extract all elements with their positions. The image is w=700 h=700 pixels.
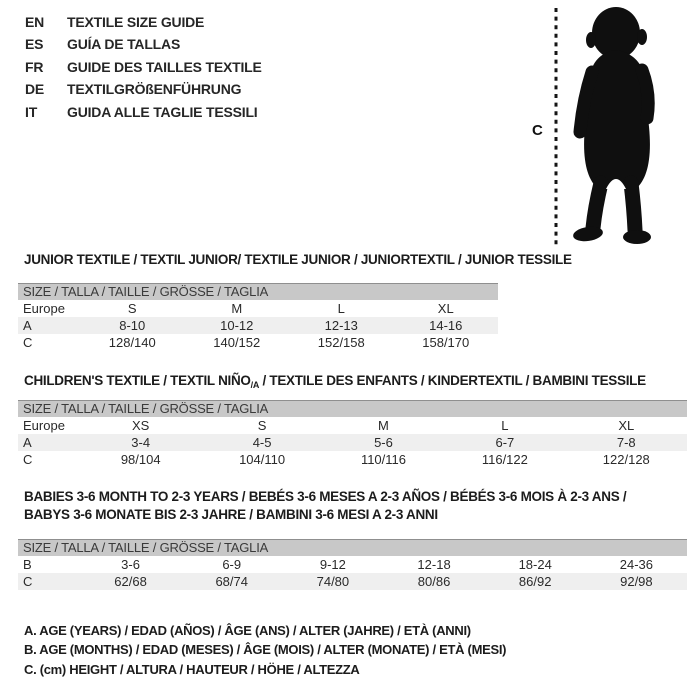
section-title-babies [24, 488, 626, 523]
table-row [18, 451, 687, 468]
size-header-bar: SIZE / TALLA / TAILLE / GRÖSSE / TAGLIA [18, 540, 687, 557]
size-cell: 6-7 [444, 434, 565, 451]
row-label: C [23, 452, 33, 467]
size-header-bar: SIZE / TALLA / TAILLE / GRÖSSE / TAGLIA [18, 284, 498, 301]
lang-row-it [25, 101, 262, 123]
section-title-children [24, 373, 646, 390]
size-cell: 14-16 [394, 317, 499, 334]
size-cell: 5-6 [323, 434, 444, 451]
size-cell: XL [618, 418, 635, 433]
row-label: C [23, 335, 33, 350]
lang-code: EN [25, 14, 45, 30]
size-cell: 152/158 [317, 335, 365, 350]
lang-title: GUIDA ALLE TAGLIE TESSILI [67, 103, 258, 120]
children-size-table [18, 400, 687, 468]
table-row [18, 334, 498, 351]
row-label: Europe [23, 301, 65, 316]
size-cell: 158/170 [422, 335, 470, 350]
size-cell: 98/104 [120, 452, 161, 467]
lang-row-es [25, 33, 262, 55]
row-label: Europe [23, 418, 65, 433]
size-cell: 128/140 [108, 335, 156, 350]
lang-title: GUIDE DES TAILLES TEXTILE [67, 58, 262, 75]
size-cell: 3-4 [80, 434, 201, 451]
size-cell: 12-18 [417, 557, 451, 572]
row-label: A [18, 434, 80, 451]
table-row [18, 556, 687, 573]
lang-code: FR [25, 58, 44, 75]
title-text: CHILDREN'S TEXTILE / TEXTIL NIÑO [24, 373, 251, 388]
size-header-bar: SIZE / TALLA / TAILLE / GRÖSSE / TAGLIA [18, 401, 687, 418]
title-line-2: BABYS 3-6 MONATE BIS 2-3 JAHRE / BAMBINI 3-6 MESI A 2-3 ANNI [24, 506, 438, 522]
size-cell: 9-12 [319, 557, 346, 572]
lang-row-de [25, 78, 262, 100]
size-cell: 10-12 [185, 317, 290, 334]
footnote-b: B. AGE (MONTHS) / EDAD (MESES) / ÂGE (MOIS) / ALTER (MONATE) / ETÀ (MESI) [24, 642, 507, 658]
size-cell: 62/68 [80, 573, 181, 590]
size-cell: XL [437, 301, 454, 316]
toddler-silhouette-icon [520, 4, 695, 252]
size-cell: 74/80 [282, 573, 383, 590]
row-label: B [23, 557, 32, 572]
footnote-legend [24, 621, 506, 679]
size-cell: S [127, 301, 137, 316]
size-cell: 7-8 [566, 434, 687, 451]
junior-size-table [18, 283, 498, 351]
lang-code: IT [25, 103, 38, 120]
row-label: C [18, 573, 80, 590]
table-row [18, 417, 687, 434]
footnote-a: A. AGE (YEARS) / EDAD (AÑOS) / ÂGE (ANS) / ALTER (JAHRE) / ETÀ (ANNI) [24, 623, 471, 638]
language-title-list [25, 11, 262, 123]
height-measure-figure [520, 4, 695, 252]
size-cell: 18-24 [518, 557, 552, 572]
table-row [18, 300, 498, 317]
lang-code: DE [25, 81, 45, 98]
row-label: A [18, 317, 80, 334]
lang-row-fr [25, 56, 262, 78]
size-cell: 122/128 [602, 452, 650, 467]
size-cell: 110/116 [360, 452, 406, 467]
size-cell: 8-10 [80, 317, 185, 334]
size-cell: L [337, 301, 345, 316]
size-cell: S [257, 418, 267, 433]
title-subscript: /A [250, 380, 260, 390]
size-cell: 68/74 [181, 573, 282, 590]
title-text: / TEXTILE DES ENFANTS / KINDERTEXTIL / BAMBINI TESSILE [259, 373, 646, 388]
lang-title: TEXTILGRÖßENFÜHRUNG [67, 81, 242, 98]
size-cell: 92/98 [586, 573, 687, 590]
size-cell: XS [132, 418, 150, 433]
table-row [18, 434, 687, 451]
size-cell: 116/122 [481, 452, 528, 467]
size-cell: M [378, 418, 389, 433]
size-cell: 140/152 [213, 335, 261, 350]
lang-code: ES [25, 36, 44, 53]
table-row [18, 317, 498, 334]
size-cell: 4-5 [201, 434, 322, 451]
size-cell: 6-9 [222, 557, 242, 572]
size-cell: 80/86 [383, 573, 484, 590]
size-cell: 24-36 [619, 557, 654, 572]
size-cell: 104/110 [239, 452, 286, 467]
measure-label-c: C [532, 122, 543, 139]
footnote-c: C. (cm) HEIGHT / ALTURA / HAUTEUR / HÖHE / ALTEZZA [24, 661, 360, 677]
section-title-junior: JUNIOR TEXTILE / TEXTIL JUNIOR/ TEXTILE JUNIOR / JUNIORTEXTIL / JUNIOR TESSILE [24, 252, 572, 267]
size-cell: 3-6 [121, 557, 140, 572]
lang-row-en [25, 11, 262, 33]
table-row [18, 573, 687, 590]
size-cell: 86/92 [485, 573, 586, 590]
babies-size-table [18, 539, 687, 590]
size-cell: M [231, 301, 243, 316]
lang-title: TEXTILE SIZE GUIDE [67, 14, 205, 30]
lang-title: GUÍA DE TALLAS [67, 36, 181, 53]
toddler-body [572, 7, 651, 244]
title-line-1: BABIES 3-6 MONTH TO 2-3 YEARS / BEBÉS 3-6 MESES A 2-3 AÑOS / BÉBÉS 3-6 MOIS À 2-3 ANS / [24, 489, 627, 504]
size-cell: L [501, 418, 509, 433]
size-cell: 12-13 [289, 317, 394, 334]
